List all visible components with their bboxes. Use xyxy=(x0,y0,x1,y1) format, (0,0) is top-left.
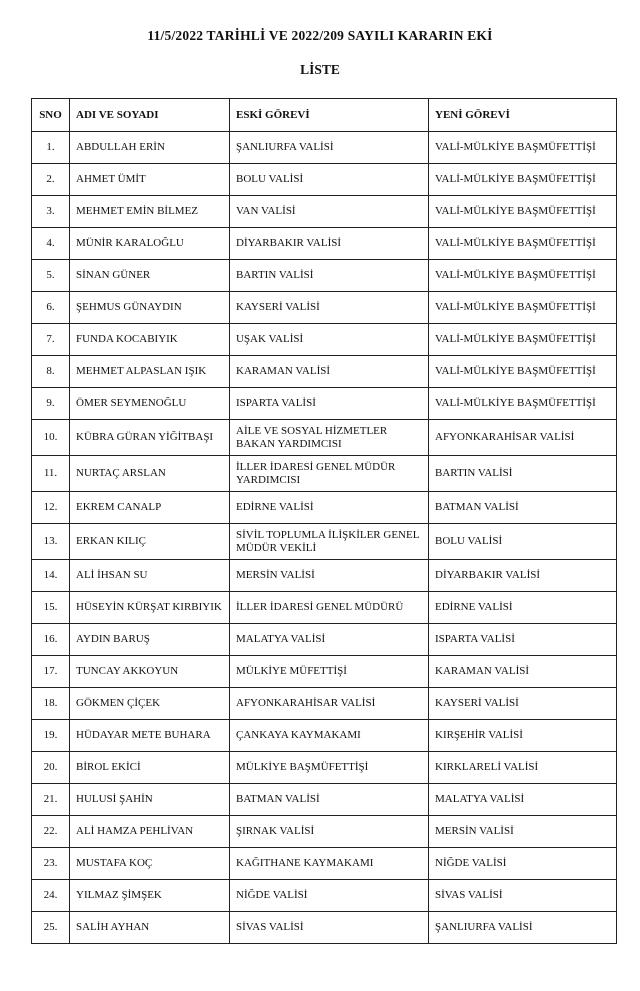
table-row xyxy=(32,656,617,688)
row-number-cell: 4. xyxy=(32,228,70,260)
row-number-cell: 10. xyxy=(32,420,70,456)
table-row xyxy=(32,592,617,624)
old-position-cell: NİĞDE VALİSİ xyxy=(230,880,429,912)
name-cell: ÖMER SEYMENOĞLU xyxy=(70,388,230,420)
old-position-cell: UŞAK VALİSİ xyxy=(230,324,429,356)
table-row xyxy=(32,524,617,560)
table-row xyxy=(32,456,617,492)
column-header-sno: SNO xyxy=(32,99,70,132)
document-title: 11/5/2022 TARİHLİ VE 2022/209 SAYILI KARARIN EKİ xyxy=(147,28,493,43)
old-position-cell: KAĞITHANE KAYMAKAMI xyxy=(230,848,429,880)
row-number-cell: 12. xyxy=(32,492,70,524)
old-position-cell: SİVAS VALİSİ xyxy=(230,912,429,944)
row-number-cell: 2. xyxy=(32,164,70,196)
old-position-cell: VAN VALİSİ xyxy=(230,196,429,228)
name-cell: SİNAN GÜNER xyxy=(70,260,230,292)
row-number-cell: 24. xyxy=(32,880,70,912)
table-row xyxy=(32,880,617,912)
row-number-cell: 7. xyxy=(32,324,70,356)
old-position-cell: BOLU VALİSİ xyxy=(230,164,429,196)
name-cell: ERKAN KILIÇ xyxy=(70,524,230,560)
row-number-cell: 13. xyxy=(32,524,70,560)
old-position-cell: ISPARTA VALİSİ xyxy=(230,388,429,420)
table-row xyxy=(32,720,617,752)
name-cell: AHMET ÜMİT xyxy=(70,164,230,196)
old-position-cell: SİVİL TOPLUMLA İLİŞKİLER GENEL MÜDÜR VEKİLİ xyxy=(230,524,429,560)
name-cell: BİROL EKİCİ xyxy=(70,752,230,784)
old-position-cell: EDİRNE VALİSİ xyxy=(230,492,429,524)
name-cell: MÜNİR KARALOĞLU xyxy=(70,228,230,260)
new-position-cell: NİĞDE VALİSİ xyxy=(429,848,617,880)
new-position-cell: DİYARBAKIR VALİSİ xyxy=(429,560,617,592)
row-number-cell: 25. xyxy=(32,912,70,944)
row-number-cell: 6. xyxy=(32,292,70,324)
new-position-cell: EDİRNE VALİSİ xyxy=(429,592,617,624)
new-position-cell: VALİ-MÜLKİYE BAŞMÜFETTİŞİ xyxy=(429,228,617,260)
name-cell: EKREM CANALP xyxy=(70,492,230,524)
table-row xyxy=(32,164,617,196)
new-position-cell: VALİ-MÜLKİYE BAŞMÜFETTİŞİ xyxy=(429,164,617,196)
new-position-cell: KIRŞEHİR VALİSİ xyxy=(429,720,617,752)
row-number-cell: 11. xyxy=(32,456,70,492)
old-position-cell: BARTIN VALİSİ xyxy=(230,260,429,292)
name-cell: HÜSEYİN KÜRŞAT KIRBIYIK xyxy=(70,592,230,624)
name-cell: NURTAÇ ARSLAN xyxy=(70,456,230,492)
new-position-cell: VALİ-MÜLKİYE BAŞMÜFETTİŞİ xyxy=(429,196,617,228)
row-number-cell: 21. xyxy=(32,784,70,816)
table-row xyxy=(32,260,617,292)
row-number-cell: 9. xyxy=(32,388,70,420)
row-number-cell: 19. xyxy=(32,720,70,752)
column-header-new-position: YENİ GÖREVİ xyxy=(429,99,617,132)
table-row xyxy=(32,228,617,260)
old-position-cell: KARAMAN VALİSİ xyxy=(230,356,429,388)
old-position-cell: ÇANKAYA KAYMAKAMI xyxy=(230,720,429,752)
new-position-cell: ŞANLIURFA VALİSİ xyxy=(429,912,617,944)
table-row xyxy=(32,292,617,324)
old-position-cell: ŞANLIURFA VALİSİ xyxy=(230,132,429,164)
new-position-cell: VALİ-MÜLKİYE BAŞMÜFETTİŞİ xyxy=(429,324,617,356)
column-header-old-position: ESKİ GÖREVİ xyxy=(230,99,429,132)
new-position-cell: BOLU VALİSİ xyxy=(429,524,617,560)
old-position-cell: MÜLKİYE MÜFETTİŞİ xyxy=(230,656,429,688)
table-row xyxy=(32,492,617,524)
new-position-cell: VALİ-MÜLKİYE BAŞMÜFETTİŞİ xyxy=(429,388,617,420)
row-number-cell: 3. xyxy=(32,196,70,228)
new-position-cell: VALİ-MÜLKİYE BAŞMÜFETTİŞİ xyxy=(429,292,617,324)
column-header-name: ADI VE SOYADI xyxy=(70,99,230,132)
document-subtitle: LİSTE xyxy=(300,62,340,77)
new-position-cell: ISPARTA VALİSİ xyxy=(429,624,617,656)
new-position-cell: KAYSERİ VALİSİ xyxy=(429,688,617,720)
name-cell: SALİH AYHAN xyxy=(70,912,230,944)
new-position-cell: AFYONKARAHİSAR VALİSİ xyxy=(429,420,617,456)
table-row xyxy=(32,624,617,656)
new-position-cell: SİVAS VALİSİ xyxy=(429,880,617,912)
new-position-cell: KARAMAN VALİSİ xyxy=(429,656,617,688)
old-position-cell: ŞIRNAK VALİSİ xyxy=(230,816,429,848)
name-cell: HULUSİ ŞAHİN xyxy=(70,784,230,816)
new-position-cell: MALATYA VALİSİ xyxy=(429,784,617,816)
name-cell: MEHMET ALPASLAN IŞIK xyxy=(70,356,230,388)
table-row xyxy=(32,132,617,164)
old-position-cell: AFYONKARAHİSAR VALİSİ xyxy=(230,688,429,720)
appointment-table xyxy=(31,98,617,944)
name-cell: ŞEHMUS GÜNAYDIN xyxy=(70,292,230,324)
name-cell: YILMAZ ŞİMŞEK xyxy=(70,880,230,912)
name-cell: MEHMET EMİN BİLMEZ xyxy=(70,196,230,228)
old-position-cell: DİYARBAKIR VALİSİ xyxy=(230,228,429,260)
table-row xyxy=(32,560,617,592)
table-row xyxy=(32,356,617,388)
new-position-cell: BARTIN VALİSİ xyxy=(429,456,617,492)
table-row xyxy=(32,912,617,944)
table-row xyxy=(32,324,617,356)
row-number-cell: 22. xyxy=(32,816,70,848)
name-cell: GÖKMEN ÇİÇEK xyxy=(70,688,230,720)
row-number-cell: 1. xyxy=(32,132,70,164)
row-number-cell: 14. xyxy=(32,560,70,592)
name-cell: ALİ HAMZA PEHLİVAN xyxy=(70,816,230,848)
name-cell: ALİ İHSAN SU xyxy=(70,560,230,592)
row-number-cell: 18. xyxy=(32,688,70,720)
table-header-row xyxy=(32,99,617,132)
old-position-cell: KAYSERİ VALİSİ xyxy=(230,292,429,324)
table-row xyxy=(32,688,617,720)
new-position-cell: KIRKLARELİ VALİSİ xyxy=(429,752,617,784)
old-position-cell: BATMAN VALİSİ xyxy=(230,784,429,816)
old-position-cell: MÜLKİYE BAŞMÜFETTİŞİ xyxy=(230,752,429,784)
new-position-cell: VALİ-MÜLKİYE BAŞMÜFETTİŞİ xyxy=(429,356,617,388)
table-row xyxy=(32,388,617,420)
table-row xyxy=(32,420,617,456)
table-row xyxy=(32,196,617,228)
old-position-cell: İLLER İDARESİ GENEL MÜDÜR YARDIMCISI xyxy=(230,456,429,492)
name-cell: HÜDAYAR METE BUHARA xyxy=(70,720,230,752)
new-position-cell: MERSİN VALİSİ xyxy=(429,816,617,848)
new-position-cell: BATMAN VALİSİ xyxy=(429,492,617,524)
row-number-cell: 23. xyxy=(32,848,70,880)
row-number-cell: 8. xyxy=(32,356,70,388)
row-number-cell: 15. xyxy=(32,592,70,624)
old-position-cell: AİLE VE SOSYAL HİZMETLER BAKAN YARDIMCISI xyxy=(230,420,429,456)
new-position-cell: VALİ-MÜLKİYE BAŞMÜFETTİŞİ xyxy=(429,132,617,164)
name-cell: MUSTAFA KOÇ xyxy=(70,848,230,880)
old-position-cell: MERSİN VALİSİ xyxy=(230,560,429,592)
new-position-cell: VALİ-MÜLKİYE BAŞMÜFETTİŞİ xyxy=(429,260,617,292)
name-cell: ABDULLAH ERİN xyxy=(70,132,230,164)
old-position-cell: İLLER İDARESİ GENEL MÜDÜRÜ xyxy=(230,592,429,624)
name-cell: FUNDA KOCABIYIK xyxy=(70,324,230,356)
old-position-cell: MALATYA VALİSİ xyxy=(230,624,429,656)
name-cell: KÜBRA GÜRAN YİĞİTBAŞI xyxy=(70,420,230,456)
table-row xyxy=(32,784,617,816)
row-number-cell: 20. xyxy=(32,752,70,784)
row-number-cell: 16. xyxy=(32,624,70,656)
table-row xyxy=(32,816,617,848)
table-body xyxy=(32,132,617,944)
name-cell: AYDIN BARUŞ xyxy=(70,624,230,656)
name-cell: TUNCAY AKKOYUN xyxy=(70,656,230,688)
row-number-cell: 5. xyxy=(32,260,70,292)
row-number-cell: 17. xyxy=(32,656,70,688)
table-row xyxy=(32,752,617,784)
table-row xyxy=(32,848,617,880)
